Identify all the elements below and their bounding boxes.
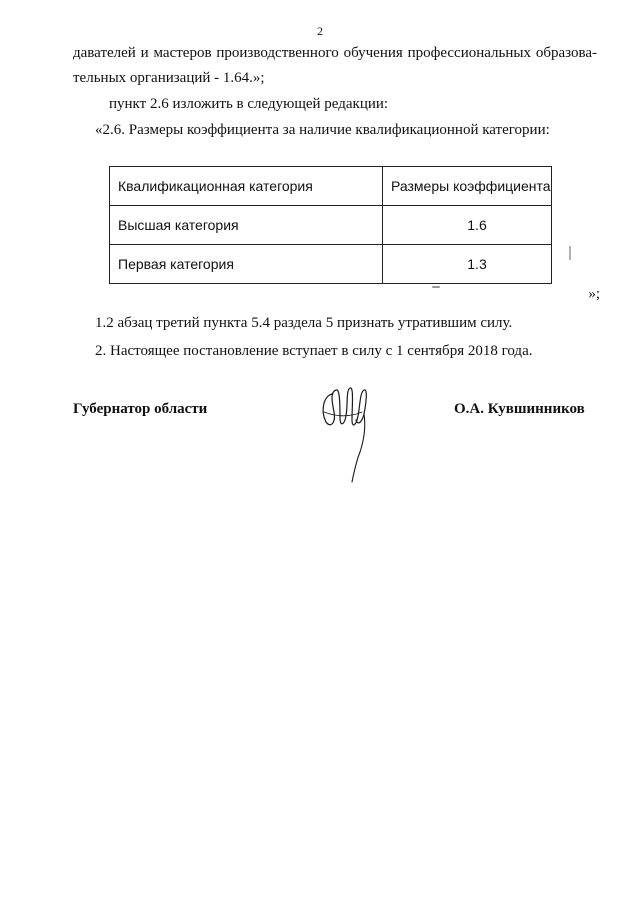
- table-cell-category: Первая категория: [110, 245, 383, 284]
- paragraph-clause-2-6: «2.6. Размеры коэффициента за наличие квалификационной категории:: [95, 122, 550, 138]
- table-cell-coefficient: 1.3: [383, 245, 552, 284]
- paragraph-amendment-intro: пункт 2.6 изложить в следующей редакции:: [109, 96, 389, 112]
- scan-artifact: [569, 246, 571, 260]
- scan-artifact: [432, 286, 440, 288]
- paragraph-item-1-2: 1.2 абзац третий пункта 5.4 раздела 5 признать утратившим силу.: [95, 315, 513, 331]
- handwritten-signature-icon: [318, 382, 378, 484]
- paragraph-item-2: 2. Настоящее постановление вступает в силу с 1 сентября 2018 года.: [95, 343, 533, 359]
- signatory-name: О.А. Кувшинников: [454, 401, 585, 417]
- paragraph-continuation-line2: тельных организаций - 1.64.»;: [73, 70, 265, 86]
- table-header-row: [110, 167, 552, 206]
- table-row: [110, 206, 552, 245]
- table-cell-category: Высшая категория: [110, 206, 383, 245]
- signatory-title: Губернатор области: [73, 401, 208, 417]
- page-number: 2: [317, 24, 323, 38]
- table-header-coefficient: Размеры коэффициента: [383, 167, 552, 206]
- closing-quote: »;: [588, 286, 600, 302]
- paragraph-continuation-line1: давателей и мастеров производственного обучения профессиональных образова-: [73, 45, 597, 61]
- coefficient-table: [109, 166, 552, 284]
- table-header-category: Квалификационная категория: [110, 167, 383, 206]
- table-row: [110, 245, 552, 284]
- table-cell-coefficient: 1.6: [383, 206, 552, 245]
